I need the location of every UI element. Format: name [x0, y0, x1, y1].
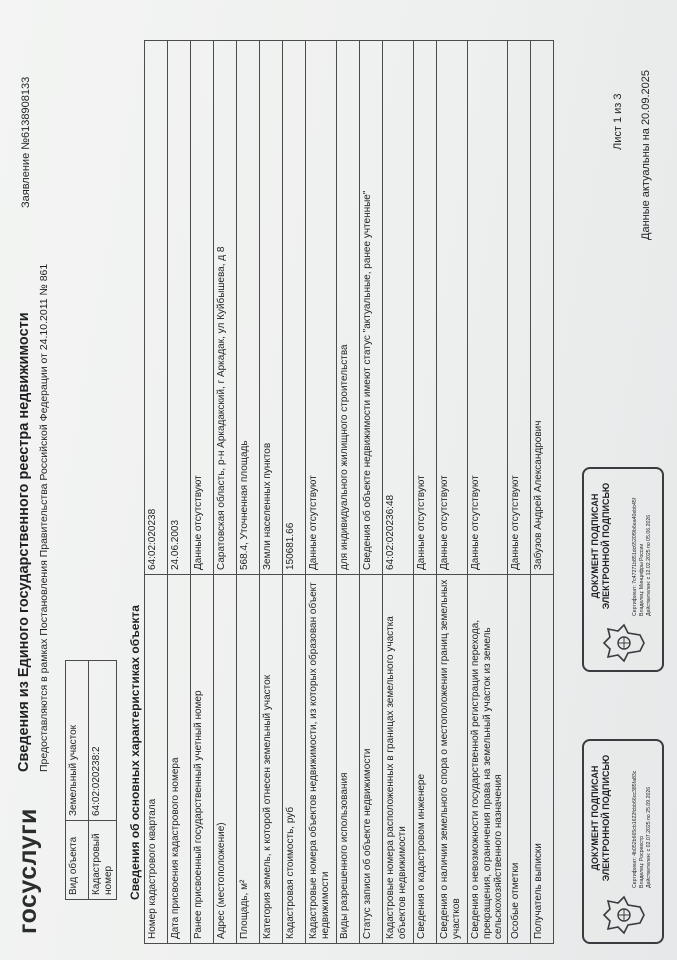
row-value: 64:02:020238:2: [89, 661, 117, 821]
table-row: [283, 41, 306, 944]
table-row: [89, 661, 117, 900]
row-value: 24.06.2003: [168, 41, 191, 575]
row-label: Кадастровый номер: [89, 821, 117, 900]
row-label: Особые отметки: [507, 575, 530, 944]
stamp-owner: Владелец: Росреестр: [638, 835, 645, 888]
row-label: Категория земель, к которой отнесен земельный участок: [260, 575, 283, 944]
row-value: 64:02:020238: [145, 41, 168, 575]
row-value: Саратовская область, р-н Аркадакский, г Аркадак, ул Куйбышева, д 8: [214, 41, 237, 575]
stamp-info: [632, 740, 652, 888]
row-value: Данные отсутствуют: [437, 41, 468, 575]
row-label: Кадастровые номера объектов недвижимости, из которых образован объект недвижимости: [306, 575, 337, 944]
row-label: Кадастровая стоимость, руб: [283, 575, 306, 944]
row-label: Кадастровые номера расположенных в границах земельного участка объектов недвижимости: [383, 575, 414, 944]
row-value: 568.4, Уточненная площадь: [237, 41, 260, 575]
row-label: Номер кадастрового квартала: [145, 575, 168, 944]
row-value: Данные отсутствуют: [191, 41, 214, 575]
row-label: Вид объекта: [66, 821, 89, 900]
stamp-certificate: Сертификат: 7c47271b851dc6520f9b6ea40ebb45f: [632, 497, 638, 616]
table-row: [214, 41, 237, 944]
row-label: Сведения о невозможности государственной регистрации перехода, прекращения, ограничения права на земельный участок из земель сельскохозяйственного назначения: [468, 575, 508, 944]
table-row: [507, 41, 530, 944]
table-row: [66, 661, 89, 900]
signature-stamp-rosreestr: [582, 739, 664, 944]
stamp-validity: Действителен: с 12.02.2025 по 05.06.2026: [645, 514, 652, 616]
table-row: [360, 41, 383, 944]
stamp-owner: Владелец: Минцифры России: [638, 543, 645, 616]
table-row: [191, 41, 214, 944]
row-label: Получатель выписки: [530, 575, 553, 944]
section-title: Сведения об основных характеристиках объекта: [128, 605, 142, 900]
data-actual-date: Данные актуальны на 20.09.2025: [640, 70, 652, 240]
row-value: для индивидуального жилищного строительства: [337, 41, 360, 575]
row-value: Сведения об объекте недвижимости имеют статус "актуальные, ранее учтенные": [360, 41, 383, 575]
table-row: [530, 41, 553, 944]
row-label: Дата присвоения кадастрового номера: [168, 575, 191, 944]
row-value: Данные отсутствуют: [414, 41, 437, 575]
object-table: [65, 660, 117, 900]
row-label: Сведения о наличии земельного спора о местоположении границ земельных участков: [437, 575, 468, 944]
coat-of-arms-icon: [600, 894, 648, 936]
row-label: Статус записи об объекте недвижимости: [360, 575, 383, 944]
row-label: Ранее присвоенный государственный учетный номер: [191, 575, 214, 944]
row-value: Забузов Андрей Александрович: [530, 41, 553, 575]
table-row: [437, 41, 468, 944]
sheet-number: Лист 1 из 3: [612, 93, 624, 150]
gosuslugi-logo: госуслуги: [14, 808, 42, 934]
row-value: 64:02:020236:48: [383, 41, 414, 575]
stamp-heading: ДОКУМЕНТ ПОДПИСАН ЭЛЕКТРОННОЙ ПОДПИСЬЮ: [590, 482, 611, 610]
application-number: Заявление №6138908133: [20, 76, 32, 208]
row-label: Адрес (местоположение): [214, 575, 237, 944]
row-value: Данные отсутствуют: [468, 41, 508, 575]
row-value: Земельный участок: [66, 661, 89, 821]
table-row: [237, 41, 260, 944]
row-value: Данные отсутствуют: [507, 41, 530, 575]
stamp-info: [632, 468, 652, 616]
table-row: [145, 41, 168, 944]
document-title: Сведения из Единого государственного реестра недвижимости: [16, 312, 32, 772]
row-value: Данные отсутствуют: [306, 41, 337, 575]
document-subtitle: Предоставляются в рамках Постановления Правительства Российской Федерации от 24.10.2011 № 861: [38, 263, 50, 772]
table-row: [414, 41, 437, 944]
table-row: [168, 41, 191, 944]
table-row: [337, 41, 360, 944]
table-row: [306, 41, 337, 944]
row-value: Земли населенных пунктов: [260, 41, 283, 575]
row-label: Площадь, м²: [237, 575, 260, 944]
table-row: [468, 41, 508, 944]
row-value: 150681.66: [283, 41, 306, 575]
signature-stamp-mintsifry: [582, 467, 664, 672]
row-label: Виды разрешенного использования: [337, 575, 360, 944]
characteristics-table: [144, 40, 554, 944]
table-row: [383, 41, 414, 944]
table-row: [260, 41, 283, 944]
stamp-heading: ДОКУМЕНТ ПОДПИСАН ЭЛЕКТРОННОЙ ПОДПИСЬЮ: [590, 754, 611, 882]
stamp-certificate: Сертификат: 4b052b665cb1622fcbb66cc385fa83c: [632, 770, 638, 888]
row-label: Сведения о кадастровом инженере: [414, 575, 437, 944]
coat-of-arms-icon: [600, 622, 648, 664]
stamp-validity: Действителен: с 02.07.2025 по 25.09.2026: [645, 786, 652, 888]
